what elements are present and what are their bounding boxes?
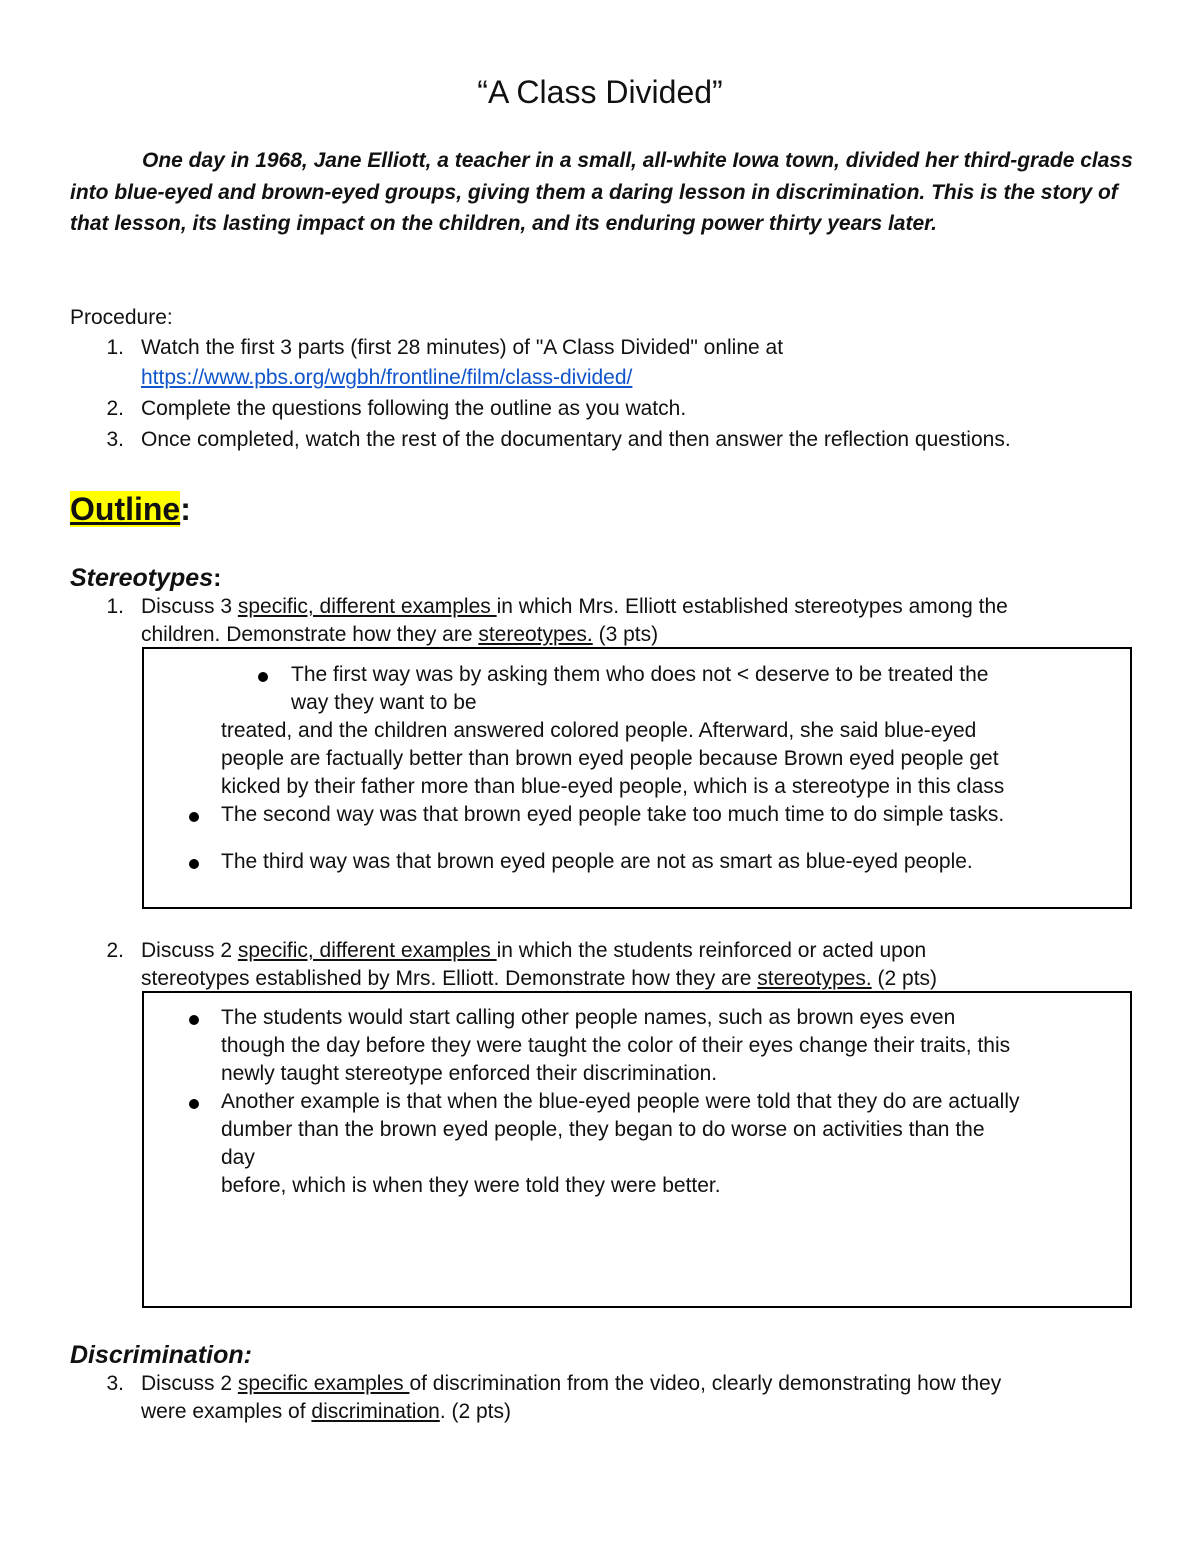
q1-underlined-b: stereotypes. (478, 623, 593, 646)
q1-text-a: Discuss 3 (141, 595, 238, 618)
question-1-number: 1. (106, 595, 124, 618)
q3-underlined-a: specific examples (237, 1372, 410, 1395)
procedure-label: Procedure: (70, 306, 173, 329)
q1-text-c: children. Demonstrate how they are (141, 623, 479, 646)
procedure-number-2: 2. (106, 397, 124, 420)
answer-2-line-1: The students would start calling other people names, such as brown eyes even (221, 1006, 956, 1029)
q3-underlined-b: discrimination (311, 1400, 440, 1423)
answer-2-line-5: dumber than the brown eyed people, they began to do worse on activities than the (221, 1118, 985, 1141)
outline-heading (70, 486, 191, 532)
procedure-step-1: Watch the first 3 parts (first 28 minutes) of "A Class Divided" online at (141, 336, 784, 359)
bullet-icon (189, 859, 199, 869)
bullet-icon (189, 1099, 199, 1109)
outline-word: Outline (70, 491, 181, 527)
answer-1-line-1: The first way was by asking them who does not < deserve to be treated the (291, 663, 989, 686)
answer-1-line-2: way they want to be (291, 691, 477, 714)
question-3-number: 3. (106, 1372, 124, 1395)
answer-1-line-7: The third way was that brown eyed people are not as smart as blue-eyed people. (221, 850, 973, 873)
q1-text-b: in which Mrs. Elliott established stereotypes among the (496, 595, 1008, 618)
q2-underlined-b: stereotypes. (757, 967, 872, 990)
q2-text-b: in which the students reinforced or acted upon (496, 939, 927, 962)
q1-points: (3 pts) (592, 623, 659, 646)
procedure-number-3: 3. (106, 428, 124, 451)
discrimination-heading: Discrimination: (70, 1341, 252, 1369)
answer-2-line-6: day (221, 1146, 255, 1169)
question-1-line-1 (141, 593, 1008, 621)
question-3-line-1 (141, 1370, 1001, 1398)
answer-1-line-3: treated, and the children answered colored people. Afterward, she said blue-eyed (221, 719, 977, 742)
q3-text-c: were examples of (141, 1400, 312, 1423)
intro-paragraph: One day in 1968, Jane Elliott, a teacher in a small, all-white Iowa town, divided her third-grade class into blue-eyed and brown-eyed groups, giving them a daring lesson in discrimination. This is the story of that lesson, its lasting impact on the children, and its enduring power thirty years later. (70, 149, 1133, 235)
q3-points: . (2 pts) (439, 1400, 511, 1423)
bullet-icon (189, 1015, 199, 1025)
stereotypes-heading-text: Stereotypes (70, 564, 214, 592)
q2-text-c: stereotypes established by Mrs. Elliott. Demonstrate how they are (141, 967, 758, 990)
answer-2-line-7: before, which is when they were told they were better. (221, 1174, 721, 1197)
answer-2-line-3: newly taught stereotype enforced their discrimination. (221, 1062, 718, 1085)
question-1-line-2 (141, 621, 658, 649)
q3-text-b: of discrimination from the video, clearly demonstrating how they (409, 1372, 1002, 1395)
procedure-step-3: Once completed, watch the rest of the documentary and then answer the reflection questions. (141, 428, 1011, 451)
q2-underlined-a: specific, different examples (237, 939, 497, 962)
bullet-icon (189, 812, 199, 822)
q3-text-a: Discuss 2 (141, 1372, 238, 1395)
pbs-video-link[interactable]: https://www.pbs.org/wgbh/frontline/film/class-divided/ (141, 366, 633, 389)
answer-1-line-6: The second way was that brown eyed people take too much time to do simple tasks. (221, 803, 1005, 826)
stereotypes-heading (70, 561, 221, 595)
question-2-number: 2. (106, 939, 124, 962)
stereotypes-heading-colon: : (213, 564, 222, 592)
answer-1-line-4: people are factually better than brown eyed people because Brown eyed people get (221, 747, 999, 770)
procedure-step-2: Complete the questions following the outline as you watch. (141, 397, 687, 420)
outline-colon: : (180, 491, 191, 527)
bullet-icon (258, 672, 268, 682)
question-2-line-2 (141, 965, 937, 993)
page-title: “A Class Divided” (477, 74, 723, 110)
answer-2-line-4: Another example is that when the blue-eyed people were told that they do are actually (221, 1090, 1020, 1113)
procedure-number-1: 1. (106, 336, 124, 359)
question-3-line-2 (141, 1398, 511, 1426)
answer-2-line-2: though the day before they were taught the color of their eyes change their traits, this (221, 1034, 1011, 1057)
answer-1-line-5: kicked by their father more than blue-eyed people, which is a stereotype in this class (221, 775, 1005, 798)
q2-points: (2 pts) (871, 967, 938, 990)
q1-underlined-a: specific, different examples (237, 595, 497, 618)
q2-text-a: Discuss 2 (141, 939, 238, 962)
question-2-line-1 (141, 937, 926, 965)
